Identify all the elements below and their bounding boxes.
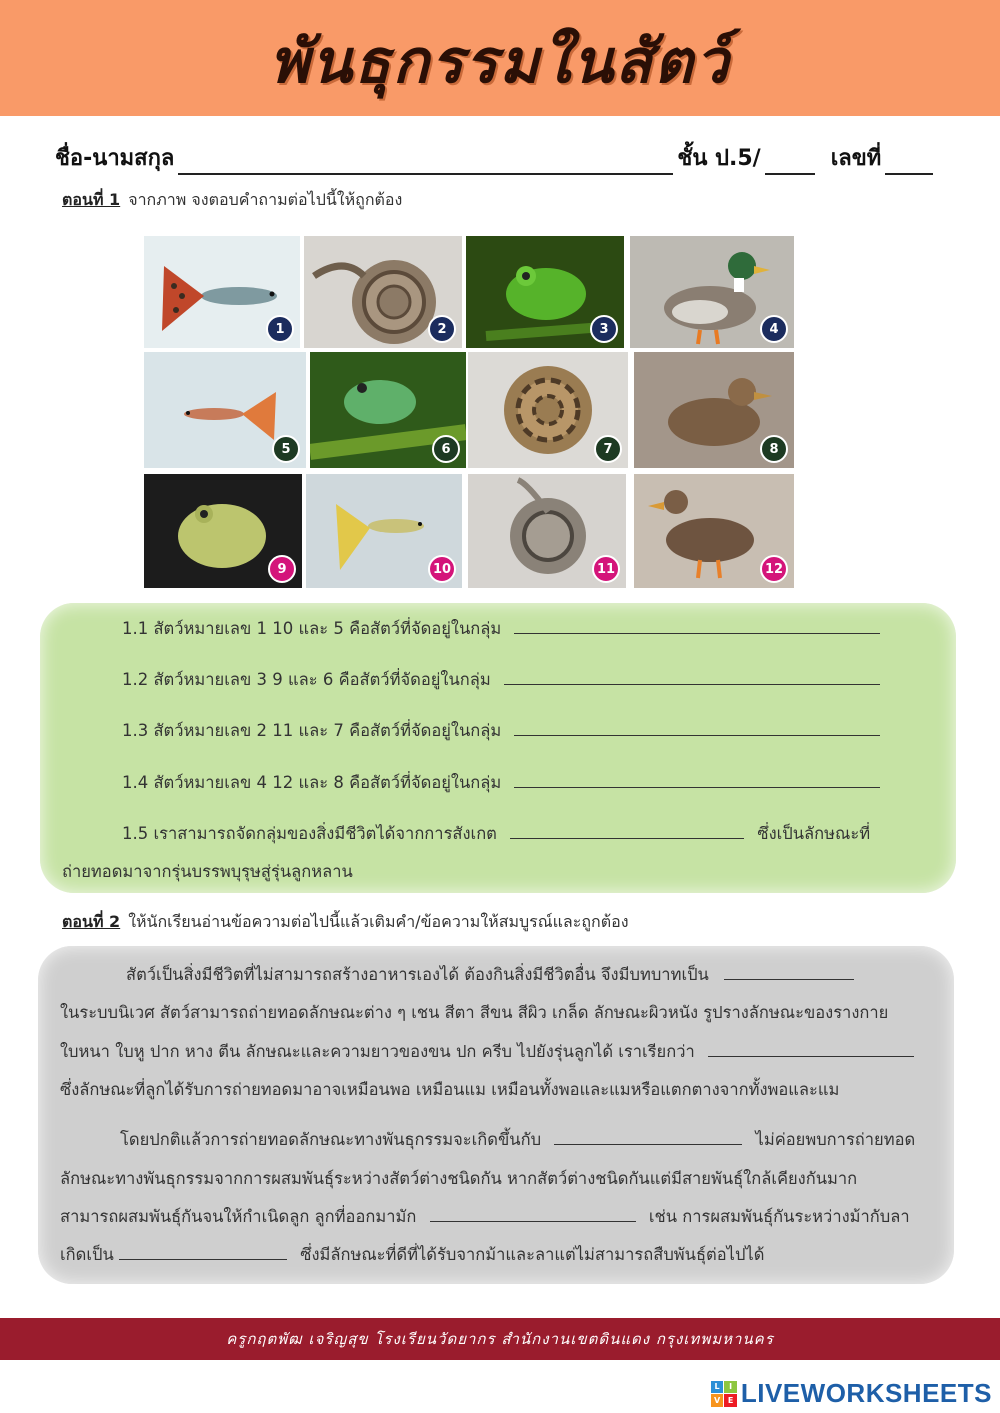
name-field[interactable] [178,151,673,175]
photo-snake-2 [304,236,462,348]
paragraph-line: ซึ่งลักษณะที่ลูกได้รับการถ่ายทอดมาอาจเหมือนพอ เหมือนแม เหมือนทั้งพอและแมหรือแตกตางจากทั้งพอและแม [60,1080,840,1099]
photo-number-badge: 5 [272,435,300,463]
question-text: 1.3 สัตว์หมายเลข 2 11 และ 7 คือสัตว์ที่จัดอยู่ในกลุ่ม [122,721,502,740]
paragraph-line [60,1039,906,1065]
footer-credit: ครูกฤตพัฒ เจริญสุข โรงเรียนวัดยากร สำนักงานเขตดินแดง กรุงเทพมหานคร [226,1330,774,1348]
part2-heading [62,910,629,935]
paragraph-line [60,962,906,988]
liveworksheets-brand[interactable] [711,1378,992,1409]
photo-number-badge: 10 [428,555,456,583]
photo-frog-9 [144,474,302,588]
photo-number-badge: 7 [594,435,622,463]
name-label: ชื่อ-นามสกุล [55,146,175,171]
question-1-5 [122,821,870,847]
part1-question-box [40,603,956,893]
paragraph-text: เกิดเป็น [60,1245,114,1264]
question-1-5-continued: ถ่ายทอดมาจากรุ่นบรรพบุรุษสู่รุ่นลูกหลาน [62,862,353,881]
answer-blank[interactable] [514,771,880,788]
liveworksheets-wordmark: LIVEWORKSHEETS [740,1378,992,1408]
student-info-line [55,140,945,175]
liveworksheets-logo-icon [711,1381,737,1407]
answer-blank[interactable] [724,963,854,980]
answer-blank[interactable] [554,1128,742,1145]
paragraph-text: เช่น การผสมพันธุ์กันระหว่างม้ากับลา [648,1207,910,1226]
question-1-3 [122,718,880,744]
answer-blank[interactable] [510,822,744,839]
footer-bar [0,1318,1000,1360]
logo-letter: V [711,1394,724,1407]
photo-number-badge: 9 [268,555,296,583]
answer-blank[interactable] [514,617,880,634]
number-label: เลขที่ [830,146,882,171]
class-label: ชั้น ป.5/ [677,146,761,171]
photo-number-badge: 8 [760,435,788,463]
photo-duck-4 [630,236,794,348]
question-text-end: ซึ่งเป็นลักษณะที่ [757,824,871,843]
photo-frog-3 [466,236,624,348]
part2-instruction: ให้นักเรียนอ่านข้อความต่อไปนี้แล้วเติมคำ/ข้อความให้สมบูรณ์และถูกต้อง [128,912,629,931]
photo-number-badge: 2 [428,315,456,343]
paragraph-line: ในระบบนิเวศ สัตว์สามารถถ่ายทอดลักษณะต่าง ๆ เชน สีตา สีขน สีผิว เกล็ด ลักษณะผิวหนัง รูปรางลักษณะของรางกาย [60,1003,889,1022]
photo-snake-7 [468,352,628,468]
photo-guppy-1 [144,236,300,348]
part2-paragraph-box [38,946,954,1284]
number-field[interactable] [885,151,933,175]
part1-label: ตอนที่ 1 [62,190,121,209]
answer-blank[interactable] [514,719,880,736]
answer-blank[interactable] [504,668,880,685]
answer-blank[interactable] [119,1243,287,1260]
page-title: พันธุกรรมในสัตว์ [269,27,731,97]
animal-photo-grid [144,236,796,588]
part1-heading [62,188,402,213]
question-1-4 [122,770,880,796]
paragraph-text: สามารถผสมพันธุ์กันจนให้กำเนิดลูก ลูกที่ออกมามัก [60,1207,417,1226]
paragraph-line [60,1204,910,1230]
answer-blank[interactable] [708,1040,914,1057]
logo-letter: L [711,1381,724,1394]
paragraph-line [60,1127,916,1153]
photo-number-badge: 12 [760,555,788,583]
question-1-1 [122,616,880,642]
photo-number-badge: 4 [760,315,788,343]
paragraph-text: ซึ่งมีลักษณะที่ดีที่ได้รับจากม้าและลาแต่ไม่สามารถสืบพันธุ์ต่อไปได้ [300,1245,765,1264]
question-1-2 [122,667,880,693]
logo-letter: E [724,1394,737,1407]
paragraph-line [60,1242,906,1268]
photo-number-badge: 11 [592,555,620,583]
photo-snake-11 [468,474,626,588]
paragraph-text: ไม่ค่อยพบการถ่ายทอด [755,1130,916,1149]
photo-duck-12 [634,474,794,588]
paragraph-text: ใบหนา ใบหู ปาก หาง ตีน ลักษณะและความยาวของขน ปก ครีบ ไปยังรุ่นลูกได้ เราเรียกว่า [60,1042,695,1061]
photo-duck-8 [634,352,794,468]
question-text: 1.5 เราสามารถจัดกลุ่มของสิ่งมีชีวิตได้จากการสังเกต [122,824,497,843]
paragraph-line: ลักษณะทางพันธุกรรมจากการผสมพันธุ์ระหว่างสัตว์ต่างชนิดกัน หากสัตว์ต่างชนิดกันแต่มีสายพันธุ์ใกล้เคียงกันมาก [60,1169,858,1188]
part1-instruction: จากภาพ จงตอบคำถามต่อไปนี้ให้ถูกต้อง [128,190,403,209]
question-text: 1.4 สัตว์หมายเลข 4 12 และ 8 คือสัตว์ที่จัดอยู่ในกลุ่ม [122,773,502,792]
question-text: 1.2 สัตว์หมายเลข 3 9 และ 6 คือสัตว์ที่จัดอยู่ในกลุ่ม [122,670,491,689]
photo-number-badge: 6 [432,435,460,463]
class-field[interactable] [765,151,815,175]
title-banner [0,0,1000,116]
logo-letter: I [724,1381,737,1394]
part2-label: ตอนที่ 2 [62,912,121,931]
photo-number-badge: 3 [590,315,618,343]
photo-guppy-5 [144,352,306,468]
question-text: 1.1 สัตว์หมายเลข 1 10 และ 5 คือสัตว์ที่จัดอยู่ในกลุ่ม [122,619,502,638]
paragraph-text: โดยปกติแล้วการถ่ายทอดลักษณะทางพันธุกรรมจะเกิดขึ้นกับ [120,1130,542,1149]
photo-guppy-10 [306,474,462,588]
photo-frog-6 [310,352,466,468]
photo-number-badge: 1 [266,315,294,343]
paragraph-text: สัตว์เป็นสิ่งมีชีวิตที่ไม่สามารถสร้างอาหารเองได้ ต้องกินสิ่งมีชีวิตอื่น จึงมีบทบาทเป็น [126,965,709,984]
answer-blank[interactable] [430,1205,636,1222]
